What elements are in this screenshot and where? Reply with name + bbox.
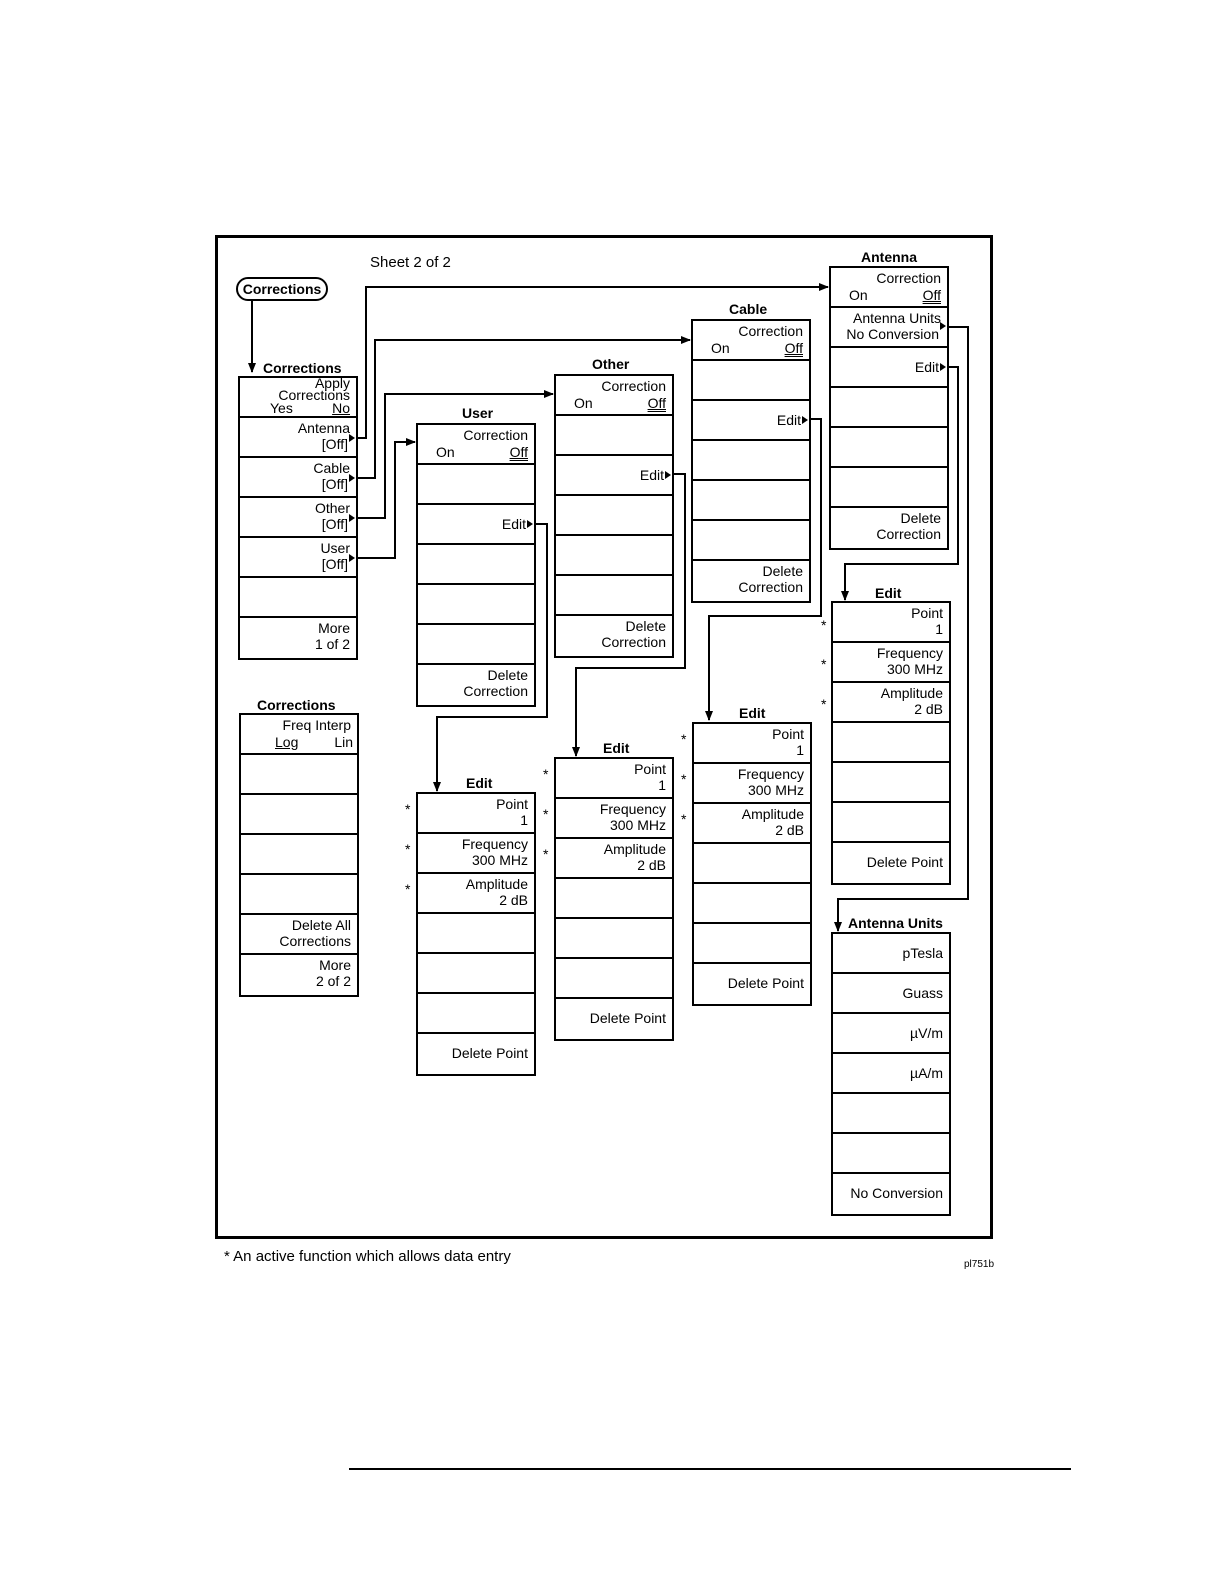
other-edit-menu-title: Edit — [603, 740, 630, 756]
amplitude-key[interactable] — [556, 839, 672, 879]
no-conversion-key[interactable] — [833, 1174, 949, 1214]
delete-point-key[interactable] — [556, 999, 672, 1039]
guass-key[interactable] — [833, 974, 949, 1014]
blank-key — [833, 1094, 949, 1134]
frequency-label: Frequency — [461, 836, 528, 852]
on-option: On — [711, 340, 730, 356]
blank-key — [831, 388, 947, 428]
on-option: On — [849, 287, 868, 303]
lin-option: Lin — [334, 734, 353, 750]
ua-per-m-label: µA/m — [910, 1065, 943, 1081]
submenu-arrow-icon — [940, 363, 946, 371]
off-option: Off — [784, 340, 803, 356]
blank-key — [556, 576, 672, 616]
figure-code: pl751b — [964, 1259, 995, 1270]
antenna-label: Antenna — [297, 420, 350, 436]
ptesla-label: pTesla — [902, 945, 943, 961]
delete-point-key[interactable] — [418, 1034, 534, 1074]
frequency-key[interactable] — [418, 834, 534, 874]
page-label: 2 of 2 — [315, 973, 351, 989]
active-function-marker: * — [543, 766, 549, 782]
user-menu — [416, 423, 536, 707]
submenu-arrow-icon — [802, 416, 808, 424]
cable-edit-menu-title: Edit — [739, 705, 766, 721]
other-edit-menu — [554, 757, 674, 1041]
blank-key — [556, 496, 672, 536]
more-1-of-2-key[interactable] — [240, 618, 356, 658]
correction-label: Correction — [738, 579, 803, 595]
correction-onoff-key[interactable] — [693, 321, 809, 361]
point-label: Point — [634, 761, 666, 777]
point-value: 1 — [796, 742, 804, 758]
corrections-menu-1 — [238, 376, 358, 660]
blank-key — [693, 361, 809, 401]
antenna-menu-title: Antenna — [861, 249, 917, 265]
amplitude-label: Amplitude — [465, 876, 528, 892]
blank-key — [556, 416, 672, 456]
yes-option: Yes — [270, 400, 293, 416]
corrections-menu-2-title: Corrections — [257, 697, 336, 713]
blank-key — [241, 875, 357, 915]
page-label: 1 of 2 — [314, 636, 350, 652]
frequency-value: 300 MHz — [747, 782, 804, 798]
blank-key — [556, 536, 672, 576]
other-menu — [554, 374, 674, 658]
blank-key — [693, 521, 809, 561]
submenu-arrow-icon — [349, 474, 355, 482]
point-key[interactable] — [418, 794, 534, 834]
submenu-arrow-icon — [527, 520, 533, 528]
blank-key — [831, 428, 947, 468]
blank-key — [556, 919, 672, 959]
blank-key — [556, 879, 672, 919]
frequency-key[interactable] — [556, 799, 672, 839]
correction-label: Correction — [601, 378, 666, 394]
blank-key — [418, 914, 534, 954]
corrections-menu-2 — [239, 713, 359, 997]
edit-key[interactable] — [418, 505, 534, 545]
more-2-of-2-key[interactable] — [241, 955, 357, 995]
correction-onoff-key[interactable] — [831, 268, 947, 308]
active-function-marker: * — [821, 696, 827, 712]
blank-key — [693, 441, 809, 481]
off-option: Off — [647, 395, 666, 411]
corrections-label: Corrections — [278, 387, 350, 403]
amplitude-value: 2 dB — [499, 892, 528, 908]
delete-all-corrections-key[interactable] — [241, 915, 357, 955]
blank-key — [418, 625, 534, 665]
active-function-marker: * — [405, 841, 411, 857]
antenna-edit-menu-title: Edit — [875, 585, 902, 601]
uv-per-m-label: µV/m — [910, 1025, 943, 1041]
cable-edit-menu — [692, 722, 812, 1006]
freq-interp-label: Freq Interp — [282, 717, 351, 733]
blank-key — [418, 465, 534, 505]
user-key[interactable] — [240, 538, 356, 578]
blank-key — [694, 924, 810, 964]
active-function-marker: * — [821, 656, 827, 672]
frequency-value: 300 MHz — [886, 661, 943, 677]
delete-point-label: Delete Point — [589, 1010, 666, 1026]
freq-interp-key[interactable] — [241, 715, 357, 755]
edit-key[interactable] — [831, 348, 947, 388]
submenu-arrow-icon — [349, 514, 355, 522]
point-label: Point — [496, 796, 528, 812]
delete-correction-key[interactable] — [556, 616, 672, 656]
blank-key — [833, 803, 949, 843]
edit-label: Edit — [639, 467, 664, 483]
point-value: 1 — [935, 621, 943, 637]
correction-label: Correction — [463, 427, 528, 443]
on-option: On — [574, 395, 593, 411]
blank-key — [833, 763, 949, 803]
point-key[interactable] — [694, 724, 810, 764]
antenna-units-value: No Conversion — [846, 326, 939, 342]
delete-point-key[interactable] — [694, 964, 810, 1004]
amplitude-key[interactable] — [418, 874, 534, 914]
corrections-root-button[interactable]: Corrections — [236, 277, 328, 301]
other-label: Other — [314, 500, 350, 516]
delete-point-label: Delete Point — [727, 975, 804, 991]
point-key[interactable] — [556, 759, 672, 799]
correction-label: Correction — [876, 270, 941, 286]
point-label: Point — [911, 605, 943, 621]
amplitude-key[interactable] — [833, 683, 949, 723]
delete-label: Delete — [625, 618, 666, 634]
blank-key — [693, 481, 809, 521]
correction-onoff-key[interactable] — [418, 425, 534, 465]
user-menu-title: User — [462, 405, 494, 421]
delete-label: Delete — [487, 667, 528, 683]
frequency-label: Frequency — [876, 645, 943, 661]
frequency-key[interactable] — [833, 643, 949, 683]
ptesla-key[interactable] — [833, 934, 949, 974]
amplitude-label: Amplitude — [741, 806, 804, 822]
correction-label: Correction — [876, 526, 941, 542]
blank-key — [241, 835, 357, 875]
delete-correction-key[interactable] — [831, 508, 947, 548]
active-function-marker: * — [821, 617, 827, 633]
submenu-arrow-icon — [940, 322, 946, 330]
point-value: 1 — [520, 812, 528, 828]
cable-menu-title: Cable — [729, 301, 768, 317]
on-option: On — [436, 444, 455, 460]
blank-key — [418, 545, 534, 585]
correction-onoff-key[interactable] — [556, 376, 672, 416]
no-conversion-label: No Conversion — [850, 1185, 943, 1201]
antenna-units-key[interactable] — [831, 308, 947, 348]
ua-per-m-key[interactable] — [833, 1054, 949, 1094]
amplitude-value: 2 dB — [775, 822, 804, 838]
active-function-marker: * — [405, 881, 411, 897]
other-menu-title: Other — [592, 356, 630, 372]
blank-key — [418, 585, 534, 625]
submenu-arrow-icon — [349, 554, 355, 562]
sheet-label: Sheet 2 of 2 — [370, 254, 451, 271]
active-function-marker: * — [543, 806, 549, 822]
more-label: More — [318, 620, 350, 636]
frequency-key[interactable] — [694, 764, 810, 804]
frequency-label: Frequency — [599, 801, 666, 817]
active-function-marker: * — [681, 811, 687, 827]
amplitude-key[interactable] — [694, 804, 810, 844]
other-state: [Off] — [321, 516, 348, 532]
blank-key — [241, 755, 357, 795]
delete-point-key[interactable] — [833, 843, 949, 883]
off-option: Off — [922, 287, 941, 303]
correction-label: Correction — [738, 323, 803, 339]
amplitude-value: 2 dB — [637, 857, 666, 873]
active-function-marker: * — [543, 846, 549, 862]
delete-correction-key[interactable] — [693, 561, 809, 601]
antenna-state: [Off] — [321, 436, 348, 452]
amplitude-label: Amplitude — [880, 685, 943, 701]
edit-label: Edit — [776, 412, 801, 428]
blank-key — [240, 578, 356, 618]
log-option: Log — [275, 734, 299, 750]
user-label: User — [320, 540, 350, 556]
blank-key — [241, 795, 357, 835]
antenna-key[interactable] — [240, 418, 356, 458]
blank-key — [694, 844, 810, 884]
cable-state: [Off] — [321, 476, 348, 492]
frequency-value: 300 MHz — [609, 817, 666, 833]
apply-label: Apply — [314, 375, 350, 391]
active-function-marker: * — [681, 731, 687, 747]
cable-key[interactable] — [240, 458, 356, 498]
edit-label: Edit — [501, 516, 526, 532]
blank-key — [831, 468, 947, 508]
more-label: More — [319, 957, 351, 973]
point-key[interactable] — [833, 603, 949, 643]
apply-corrections-key[interactable] — [240, 375, 356, 418]
antenna-menu — [829, 266, 949, 550]
submenu-arrow-icon — [349, 434, 355, 442]
cable-menu — [691, 319, 811, 603]
delete-point-label: Delete Point — [451, 1045, 528, 1061]
delete-label: Delete — [762, 563, 803, 579]
no-option: No — [332, 400, 350, 416]
correction-label: Correction — [463, 683, 528, 699]
edit-key[interactable] — [556, 456, 672, 496]
antenna-edit-menu — [831, 601, 951, 885]
active-function-marker: * — [405, 801, 411, 817]
cable-label: Cable — [313, 460, 350, 476]
antenna-units-menu — [831, 932, 951, 1216]
delete-point-label: Delete Point — [866, 854, 943, 870]
delete-label: Delete — [900, 510, 941, 526]
guass-label: Guass — [902, 985, 943, 1001]
amplitude-label: Amplitude — [603, 841, 666, 857]
page-rule — [349, 1468, 1071, 1470]
frequency-value: 300 MHz — [471, 852, 528, 868]
blank-key — [833, 723, 949, 763]
active-function-marker: * — [681, 771, 687, 787]
uv-per-m-key[interactable] — [833, 1014, 949, 1054]
blank-key — [556, 959, 672, 999]
edit-key[interactable] — [693, 401, 809, 441]
corrections-label: Corrections — [279, 933, 351, 949]
off-option: Off — [509, 444, 528, 460]
amplitude-value: 2 dB — [914, 701, 943, 717]
blank-key — [418, 954, 534, 994]
corrections-menu-title: Corrections — [263, 360, 342, 376]
user-state: [Off] — [321, 556, 348, 572]
user-edit-menu — [416, 792, 536, 1076]
correction-label: Correction — [601, 634, 666, 650]
edit-label: Edit — [914, 359, 939, 375]
submenu-arrow-icon — [665, 471, 671, 479]
blank-key — [694, 884, 810, 924]
delete-all-label: Delete All — [291, 917, 351, 933]
connector-user — [358, 442, 415, 558]
blank-key — [833, 1134, 949, 1174]
point-value: 1 — [658, 777, 666, 793]
point-label: Point — [772, 726, 804, 742]
antenna-units-label: Antenna Units — [853, 310, 941, 326]
user-edit-menu-title: Edit — [466, 775, 493, 791]
antenna-units-menu-title: Antenna Units — [848, 915, 943, 931]
other-key[interactable] — [240, 498, 356, 538]
frequency-label: Frequency — [737, 766, 804, 782]
delete-correction-key[interactable] — [418, 665, 534, 705]
footnote: * An active function which allows data entry — [224, 1248, 511, 1265]
blank-key — [418, 994, 534, 1034]
